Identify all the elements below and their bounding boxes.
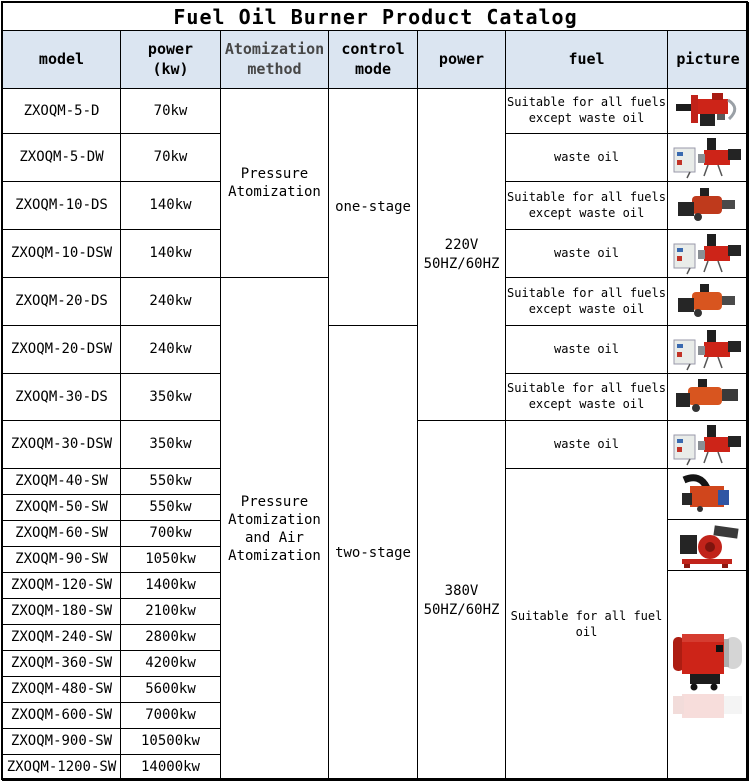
- power-cell: 140kw: [120, 229, 221, 278]
- fuel-line: except waste oil: [528, 397, 645, 411]
- fuel-line: waste oil: [553, 436, 620, 451]
- header-line: control: [341, 40, 405, 58]
- product-picture-3: [667, 181, 749, 230]
- power-cell: 700kw: [120, 520, 221, 547]
- waste-oil-burner-photo: [670, 232, 746, 276]
- column-header-control-mode: [328, 30, 418, 89]
- fuel-cell: [505, 325, 668, 374]
- power-cell: 350kw: [120, 420, 221, 469]
- model-cell: ZXOQM-240-SW: [2, 624, 121, 651]
- product-picture-10: [667, 519, 749, 571]
- model-cell: ZXOQM-20-DS: [2, 277, 121, 326]
- atomization-pressure-cell: [220, 88, 329, 278]
- atomization-line: Atomization: [228, 184, 321, 200]
- waste-oil-burner-photo: [670, 136, 746, 180]
- model-cell: ZXOQM-40-SW: [2, 468, 121, 495]
- model-cell: ZXOQM-10-DS: [2, 181, 121, 230]
- column-header-picture: picture: [667, 30, 749, 89]
- atomization-line: Pressure: [240, 165, 309, 182]
- power-cell: 70kw: [120, 88, 221, 134]
- model-cell: ZXOQM-180-SW: [2, 598, 121, 625]
- product-picture-4: [667, 229, 749, 278]
- power-supply-line: 220V: [444, 237, 479, 254]
- fuel-line: except waste oil: [528, 205, 645, 220]
- model-cell: ZXOQM-90-SW: [2, 546, 121, 573]
- power-supply-line: 380V: [444, 583, 479, 600]
- fuel-cell: [505, 373, 668, 421]
- column-header-power-kw: [120, 30, 221, 89]
- model-cell: ZXOQM-1200-SW: [2, 754, 121, 781]
- power-supply-line: 50HZ/60HZ: [423, 601, 500, 618]
- burner-with-air-duct-photo: [670, 471, 746, 517]
- fuel-line: except waste oil: [528, 111, 645, 125]
- power-cell: 240kw: [120, 277, 221, 326]
- power-cell: 550kw: [120, 494, 221, 521]
- heavy-oil-burner-photo: [670, 521, 746, 569]
- waste-oil-burner-photo: [670, 328, 746, 372]
- header-line: (kw): [152, 59, 189, 78]
- column-header-fuel: fuel: [505, 30, 668, 89]
- power-cell: 1400kw: [120, 572, 221, 599]
- model-cell: ZXOQM-600-SW: [2, 702, 121, 729]
- power-cell: 7000kw: [120, 702, 221, 729]
- model-cell: ZXOQM-360-SW: [2, 650, 121, 677]
- power-cell: 350kw: [120, 373, 221, 421]
- atomization-line: and Air: [244, 530, 304, 546]
- atomization-line: Atomization: [228, 511, 321, 528]
- fuel-line: Suitable for all fuels: [507, 381, 666, 396]
- fuel-line: oil: [575, 624, 598, 639]
- fuel-cell: [505, 420, 668, 469]
- page-title: Fuel Oil Burner Product Catalog: [2, 2, 749, 31]
- product-picture-5: [667, 277, 749, 326]
- fuel-cell: [505, 181, 668, 230]
- large-industrial-burner-photo: [670, 601, 746, 751]
- product-picture-1: [667, 88, 749, 134]
- fuel-line: waste oil: [553, 245, 620, 260]
- product-picture-2: [667, 133, 749, 182]
- power-supply-220v-cell: [417, 88, 506, 421]
- small-gun-type-burner-photo: [670, 90, 746, 132]
- power-cell: 70kw: [120, 133, 221, 182]
- product-picture-9: [667, 468, 749, 520]
- fuel-cell: [505, 229, 668, 278]
- power-cell: 140kw: [120, 181, 221, 230]
- power-cell: 14000kw: [120, 754, 221, 781]
- model-cell: ZXOQM-120-SW: [2, 572, 121, 599]
- model-cell: ZXOQM-30-DSW: [2, 420, 121, 469]
- model-cell: ZXOQM-20-DSW: [2, 325, 121, 374]
- atomization-pressure-air-cell: [220, 277, 329, 781]
- fuel-cell: [505, 277, 668, 326]
- column-header-atomization-method: [220, 30, 329, 89]
- compact-burner-photo: [670, 184, 746, 228]
- control-one-stage-cell: one-stage: [328, 88, 418, 326]
- model-cell: ZXOQM-5-DW: [2, 133, 121, 182]
- model-cell: ZXOQM-60-SW: [2, 520, 121, 547]
- model-cell: ZXOQM-480-SW: [2, 676, 121, 703]
- fuel-cell: [505, 88, 668, 134]
- model-cell: ZXOQM-50-SW: [2, 494, 121, 521]
- power-supply-380v-cell: [417, 420, 506, 781]
- waste-oil-burner-photo: [670, 423, 746, 467]
- power-cell: 550kw: [120, 468, 221, 495]
- model-cell: ZXOQM-900-SW: [2, 728, 121, 755]
- atomization-line: Pressure: [240, 493, 309, 510]
- power-cell: 1050kw: [120, 546, 221, 573]
- product-picture-8: [667, 420, 749, 469]
- header-line: Atomization: [224, 40, 325, 58]
- fuel-line: Suitable for all fuels: [507, 285, 666, 300]
- header-line: method: [247, 59, 302, 78]
- fuel-cell-all-fuel-oil: [505, 468, 668, 781]
- power-cell: 240kw: [120, 325, 221, 374]
- fuel-line: Suitable for all fuels: [507, 95, 666, 110]
- fuel-line: Suitable for all fuels: [507, 189, 666, 204]
- fuel-line: waste oil: [553, 149, 620, 164]
- control-two-stage-cell: two-stage: [328, 325, 418, 781]
- column-header-power-supply: power: [417, 30, 506, 89]
- power-cell: 2800kw: [120, 624, 221, 651]
- orange-burner-photo: [670, 375, 746, 419]
- power-supply-line: 50HZ/60HZ: [423, 255, 500, 272]
- power-cell: 5600kw: [120, 676, 221, 703]
- fuel-cell: [505, 133, 668, 182]
- header-line: mode: [354, 59, 392, 78]
- power-cell: 2100kw: [120, 598, 221, 625]
- fuel-line: except waste oil: [528, 301, 645, 316]
- header-line: power: [147, 40, 194, 58]
- product-picture-7: [667, 373, 749, 421]
- fuel-line: waste oil: [553, 341, 620, 356]
- atomization-line: Atomization: [228, 548, 321, 565]
- model-cell: ZXOQM-30-DS: [2, 373, 121, 421]
- model-cell: ZXOQM-5-D: [2, 88, 121, 134]
- column-header-model: model: [2, 30, 121, 89]
- model-cell: ZXOQM-10-DSW: [2, 229, 121, 278]
- power-cell: 10500kw: [120, 728, 221, 755]
- power-cell: 4200kw: [120, 650, 221, 677]
- compact-burner-photo: [670, 280, 746, 324]
- fuel-line: Suitable for all fuel: [510, 608, 663, 623]
- product-picture-6: [667, 325, 749, 374]
- product-picture-11: [667, 570, 749, 781]
